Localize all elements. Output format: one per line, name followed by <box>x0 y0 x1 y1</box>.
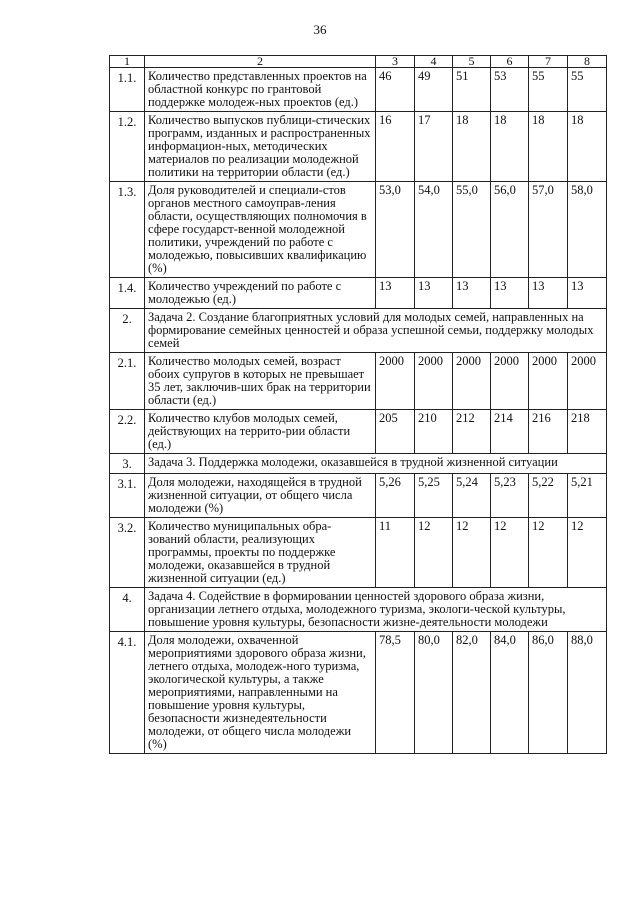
indicator-value: 5,22 <box>529 474 568 518</box>
indicator-name: Доля молодежи, находящейся в трудной жизненной ситуации, от общего числа молодежи (%) <box>145 474 376 518</box>
row-number: 2. <box>110 309 145 353</box>
table-row <box>110 112 607 182</box>
indicator-value: 214 <box>491 410 529 454</box>
indicator-value: 18 <box>491 112 529 182</box>
indicator-value: 46 <box>376 68 415 112</box>
indicator-value: 55 <box>568 68 607 112</box>
column-header: 7 <box>529 56 568 68</box>
task-title: Задача 4. Содействие в формировании ценностей здорового образа жизни, организации летнего отдыха, молодежного туризма, экологи-ческой культуры, повышение уровня культуры, безопасности жизне-деятельности молодежи <box>145 588 607 632</box>
indicator-name: Количество муниципальных обра-зований области, реализующих программы, проекты по поддержке молодежи, оказавшейся в трудной жизненной ситуации (ед.) <box>145 518 376 588</box>
task-row <box>110 309 607 353</box>
row-number: 4.1. <box>110 632 145 754</box>
column-header: 1 <box>110 56 145 68</box>
table-row <box>110 182 607 278</box>
table-row <box>110 353 607 410</box>
task-title: Задача 3. Поддержка молодежи, оказавшейся в трудной жизненной ситуации <box>145 454 607 474</box>
indicator-value: 5,21 <box>568 474 607 518</box>
table-row <box>110 632 607 754</box>
indicator-value: 2000 <box>453 353 491 410</box>
table-header-row <box>110 56 607 68</box>
table-row <box>110 410 607 454</box>
indicator-value: 5,25 <box>415 474 453 518</box>
indicator-value: 13 <box>491 278 529 309</box>
column-header: 2 <box>145 56 376 68</box>
indicator-value: 55,0 <box>453 182 491 278</box>
indicator-value: 2000 <box>415 353 453 410</box>
indicator-value: 13 <box>529 278 568 309</box>
indicator-value: 13 <box>376 278 415 309</box>
indicator-value: 54,0 <box>415 182 453 278</box>
indicator-value: 80,0 <box>415 632 453 754</box>
indicator-name: Количество выпусков публици-стических программ, изданных и распространенных информацион-ных, методических материалов по реализации молодежной политики на территории области (ед.) <box>145 112 376 182</box>
indicator-value: 210 <box>415 410 453 454</box>
indicator-name: Количество учреждений по работе с молодежью (ед.) <box>145 278 376 309</box>
row-number: 2.2. <box>110 410 145 454</box>
indicator-value: 17 <box>415 112 453 182</box>
column-header: 4 <box>415 56 453 68</box>
indicator-name: Количество представленных проектов на областной конкурс по грантовой поддержке молодеж-ных проектов (ед.) <box>145 68 376 112</box>
column-header: 5 <box>453 56 491 68</box>
table-row <box>110 68 607 112</box>
indicator-value: 58,0 <box>568 182 607 278</box>
indicator-name: Количество молодых семей, возраст обоих супругов в которых не превышает 35 лет, заключив-ших брак на территории области (ед.) <box>145 353 376 410</box>
table-body <box>110 56 607 754</box>
row-number: 1.2. <box>110 112 145 182</box>
indicator-value: 12 <box>491 518 529 588</box>
page-number: 36 <box>313 22 327 37</box>
indicator-value: 12 <box>529 518 568 588</box>
indicator-value: 5,23 <box>491 474 529 518</box>
indicator-value: 218 <box>568 410 607 454</box>
indicator-value: 84,0 <box>491 632 529 754</box>
indicator-value: 18 <box>529 112 568 182</box>
indicator-value: 12 <box>415 518 453 588</box>
row-number: 3. <box>110 454 145 474</box>
indicator-value: 57,0 <box>529 182 568 278</box>
row-number: 4. <box>110 588 145 632</box>
task-row <box>110 588 607 632</box>
indicator-value: 2000 <box>529 353 568 410</box>
column-header: 8 <box>568 56 607 68</box>
indicator-value: 82,0 <box>453 632 491 754</box>
indicator-value: 53,0 <box>376 182 415 278</box>
row-number: 3.2. <box>110 518 145 588</box>
indicator-name: Количество клубов молодых семей, действующих на террито-рии области (ед.) <box>145 410 376 454</box>
indicator-value: 2000 <box>491 353 529 410</box>
indicators-table <box>109 55 607 754</box>
row-number: 1.4. <box>110 278 145 309</box>
indicator-value: 49 <box>415 68 453 112</box>
indicator-name: Доля руководителей и специали-стов органов местного самоуправ-ления области, осуществляющих полномочия в сфере государст-венной молодежной политики, учреждений по работе с молодежью, повысивших квалификацию (%) <box>145 182 376 278</box>
indicator-value: 5,26 <box>376 474 415 518</box>
task-row <box>110 454 607 474</box>
column-header: 3 <box>376 56 415 68</box>
indicator-value: 18 <box>568 112 607 182</box>
indicator-value: 2000 <box>376 353 415 410</box>
indicator-value: 16 <box>376 112 415 182</box>
task-title: Задача 2. Создание благоприятных условий для молодых семей, направленных на формирование семейных ценностей и образа успешной семьи, поддержку молодых семей <box>145 309 607 353</box>
indicator-value: 86,0 <box>529 632 568 754</box>
indicator-value: 51 <box>453 68 491 112</box>
row-number: 1.1. <box>110 68 145 112</box>
indicator-name: Доля молодежи, охваченной мероприятиями здорового образа жизни, летнего отдыха, молодеж-ного туризма, экологической культуры, а также мероприятиями, направленными на повышение уровня культуры, безопасности жизнедеятельности молодежи, от общего числа молодежи (%) <box>145 632 376 754</box>
column-header: 6 <box>491 56 529 68</box>
indicator-value: 56,0 <box>491 182 529 278</box>
indicator-value: 212 <box>453 410 491 454</box>
indicator-value: 2000 <box>568 353 607 410</box>
indicator-value: 12 <box>453 518 491 588</box>
table-row <box>110 278 607 309</box>
indicator-value: 12 <box>568 518 607 588</box>
indicator-value: 5,24 <box>453 474 491 518</box>
indicator-value: 13 <box>568 278 607 309</box>
indicator-value: 53 <box>491 68 529 112</box>
row-number: 2.1. <box>110 353 145 410</box>
indicator-value: 88,0 <box>568 632 607 754</box>
indicator-value: 78,5 <box>376 632 415 754</box>
table-row <box>110 518 607 588</box>
row-number: 3.1. <box>110 474 145 518</box>
indicator-value: 216 <box>529 410 568 454</box>
indicator-value: 11 <box>376 518 415 588</box>
row-number: 1.3. <box>110 182 145 278</box>
indicator-value: 18 <box>453 112 491 182</box>
indicator-value: 13 <box>453 278 491 309</box>
indicator-value: 205 <box>376 410 415 454</box>
table-row <box>110 474 607 518</box>
indicator-value: 55 <box>529 68 568 112</box>
indicator-value: 13 <box>415 278 453 309</box>
